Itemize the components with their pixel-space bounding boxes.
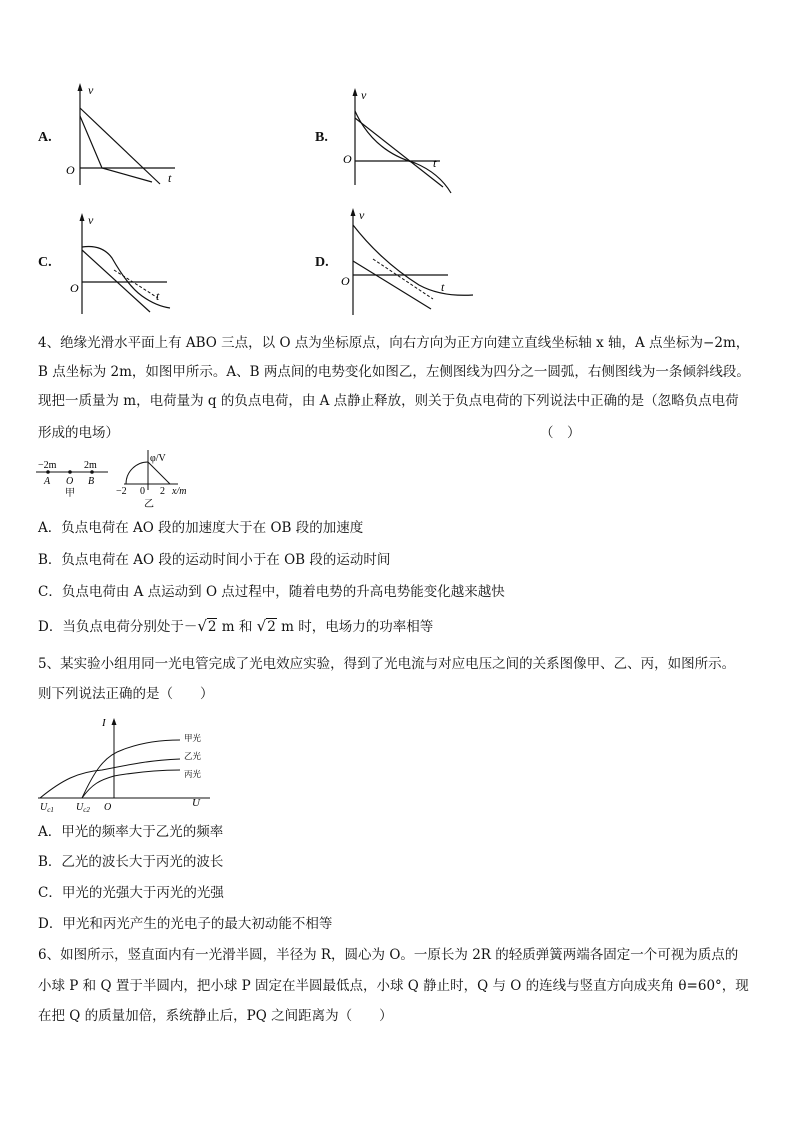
q4-answer-paren: （ ） [540,425,581,441]
sqrt-symbol: √ [256,617,267,635]
graph-b [335,85,465,195]
graph-b-o: O [343,152,352,166]
graph-d-o: O [341,274,350,288]
jia-o: O [66,476,74,487]
q4-line-1: 4、绝缘光滑水平面上有 ABO 三点，以 O 点为坐标原点，向右方向为正方向建立直线坐标轴 x 轴，A 点坐标为−2m， [38,335,750,351]
graph-a [60,80,190,190]
graph-c-o: O [70,281,79,295]
yi-phi: φ/V [150,453,166,464]
q4-option-c: C．负点电荷由 A 点运动到 O 点过程中，随着电势的升高电势能变化越来越快 [38,584,505,600]
q6-line-3: 在把 Q 的质量加倍，系统静止后，PQ 之间距离为（ ） [38,1008,393,1024]
q5-uc2: $U_{c2}$ [76,802,90,814]
q4-option-d-middle: m 和 [217,619,257,635]
q4-option-d-radicand-2: 2 [267,619,276,635]
q5-iu-graph [32,714,222,814]
jia-neg2m: −2m [38,460,57,471]
yi-caption: 乙 [144,499,154,510]
q5-line-2: 则下列说法正确的是（ ） [38,686,214,702]
q4-option-b: B．负点电荷在 AO 段的运动时间小于在 OB 段的运动时间 [38,552,391,568]
yi-xm: x/m [172,486,187,497]
graph-d [333,205,478,320]
q6-line-1: 6、如图所示，竖直面内有一光滑半圆，半径为 R，圆心为 O。一原长为 2R 的轻质弹簧两端各固定一个可视为质点的 [38,947,739,963]
q5-option-c: C．甲光的光强大于丙光的光强 [38,885,224,901]
q5-uc1: $U_{c1}$ [40,802,54,814]
graph-c-t: t [156,289,160,303]
jia-caption: 甲 [65,488,75,499]
q5-option-d: D．甲光和丙光产生的光电子的最大初动能不相等 [38,916,333,932]
option-c-label: C. [38,255,52,270]
jia-pos2m: 2m [84,460,97,471]
jia-a: A [44,476,51,487]
graph-b-t: t [433,156,437,170]
option-d-label: D. [315,255,329,270]
q5-axis-i: I [102,717,106,729]
q6-line-2: 小球 P 和 Q 置于半圆内，把小球 P 固定在半圆最低点，小球 Q 静止时，Q 与 O 的连线与竖直方向成夹角 θ=60°，现 [38,978,749,994]
graph-d-v: v [359,208,365,222]
graph-a-o: O [66,163,75,177]
yi-zero: 0 [140,486,145,497]
jia-b: B [88,476,95,487]
q5-label-jia: 甲光 [184,733,202,743]
graph-d-t: t [441,280,445,294]
q4-option-d-suffix: m 时，电场力的功率相等 [276,619,434,635]
q4-line-3: 现把一质量为 m，电荷量为 q 的负点电荷，由 A 点静止释放，则关于负点电荷的下列说法中正确的是（忽略负点电荷 [38,393,739,409]
graph-c [62,210,192,320]
graph-a-t: t [168,171,172,185]
yi-pos2: 2 [160,486,165,497]
q5-option-b: B．乙光的波长大于丙光的波长 [38,854,224,870]
q4-option-d-prefix: D．当负点电荷分别处于－ [38,619,198,635]
graph-b-v: v [361,88,367,102]
graph-a-v: v [88,83,94,97]
q5-option-a: A．甲光的频率大于乙光的频率 [38,824,224,840]
q4-option-d-radicand-1: 2 [207,619,217,635]
q5-axis-u: U [192,797,200,809]
q4-line-4: 形成的电场） [38,425,119,441]
sqrt-symbol: √ [197,617,207,635]
yi-neg2: −2 [116,486,127,497]
option-a-label: A. [38,130,52,145]
q4-line-2: B 点坐标为 2m，如图甲所示。A、B 两点间的电势变化如图乙，左侧图线为四分之一圆弧，右侧图线为一条倾斜线段。 [38,364,750,380]
q4-figure-jia [32,458,112,504]
q4-option-d [38,616,433,637]
q5-label-yi: 乙光 [184,751,202,761]
q5-origin: O [104,802,112,813]
option-b-label: B. [315,130,328,145]
q5-label-bing: 丙光 [184,769,202,779]
graph-c-v: v [88,213,94,227]
q4-figure-yi [112,448,204,512]
q5-line-1: 5、某实验小组用同一光电管完成了光电效应实验，得到了光电流与对应电压之间的关系图像甲、乙、丙，如图所示。 [38,656,736,672]
q4-option-a: A．负点电荷在 AO 段的加速度大于在 OB 段的加速度 [38,520,364,536]
